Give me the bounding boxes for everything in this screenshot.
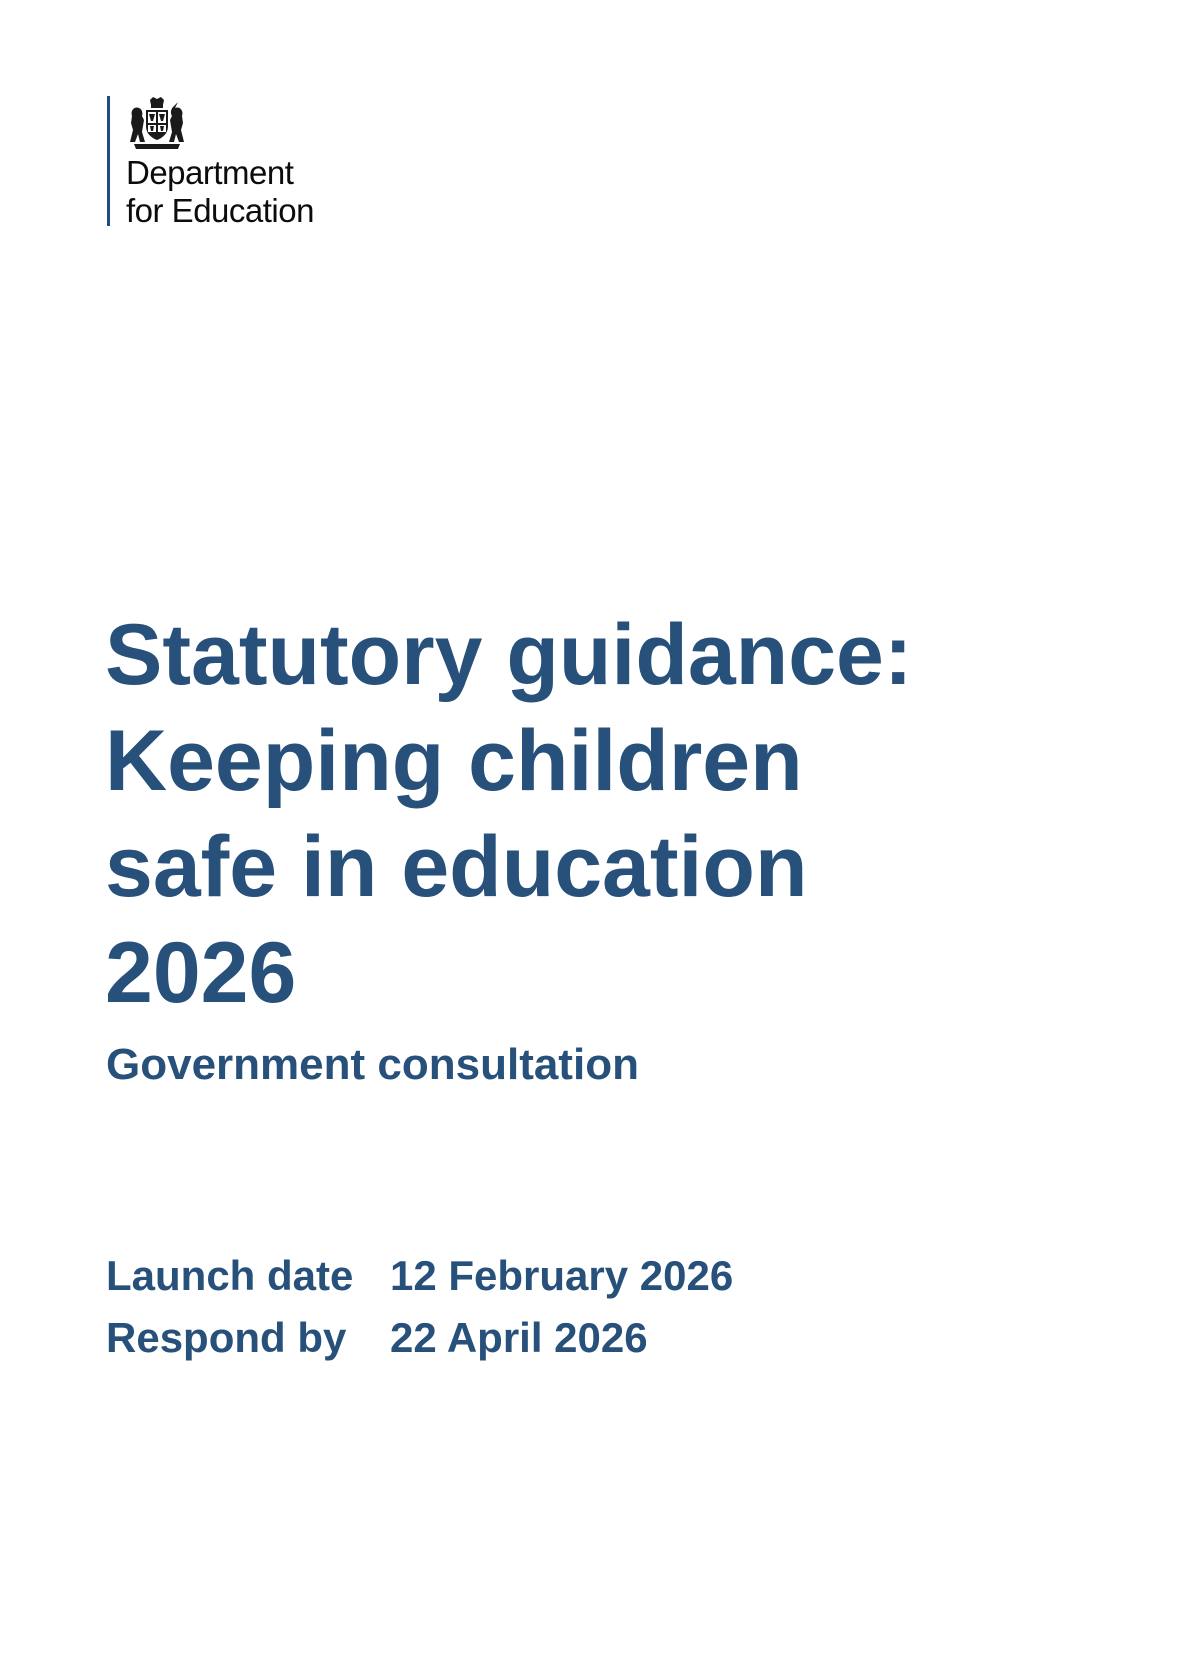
launch-date-label: Launch date	[106, 1252, 354, 1299]
respond-by-value: 22 April 2026	[390, 1314, 648, 1361]
respond-by-label: Respond by	[106, 1314, 347, 1361]
title-line-3: safe in education	[105, 819, 808, 915]
department-logo	[107, 96, 337, 229]
document-title	[105, 602, 1065, 1026]
title-line-4: 2026	[105, 925, 297, 1021]
title-line-2: Keeping children	[105, 713, 803, 809]
logo-text-line-2: for Education	[126, 192, 314, 229]
logo-text-line-1: Department	[126, 154, 294, 191]
document-subtitle: Government consultation	[106, 1040, 639, 1089]
royal-coat-of-arms-icon	[126, 96, 188, 150]
respond-by-row	[106, 1307, 733, 1369]
launch-date-row	[106, 1245, 733, 1307]
title-line-1: Statutory guidance:	[105, 607, 913, 703]
launch-date-value: 12 February 2026	[390, 1252, 734, 1299]
consultation-dates	[106, 1245, 733, 1369]
